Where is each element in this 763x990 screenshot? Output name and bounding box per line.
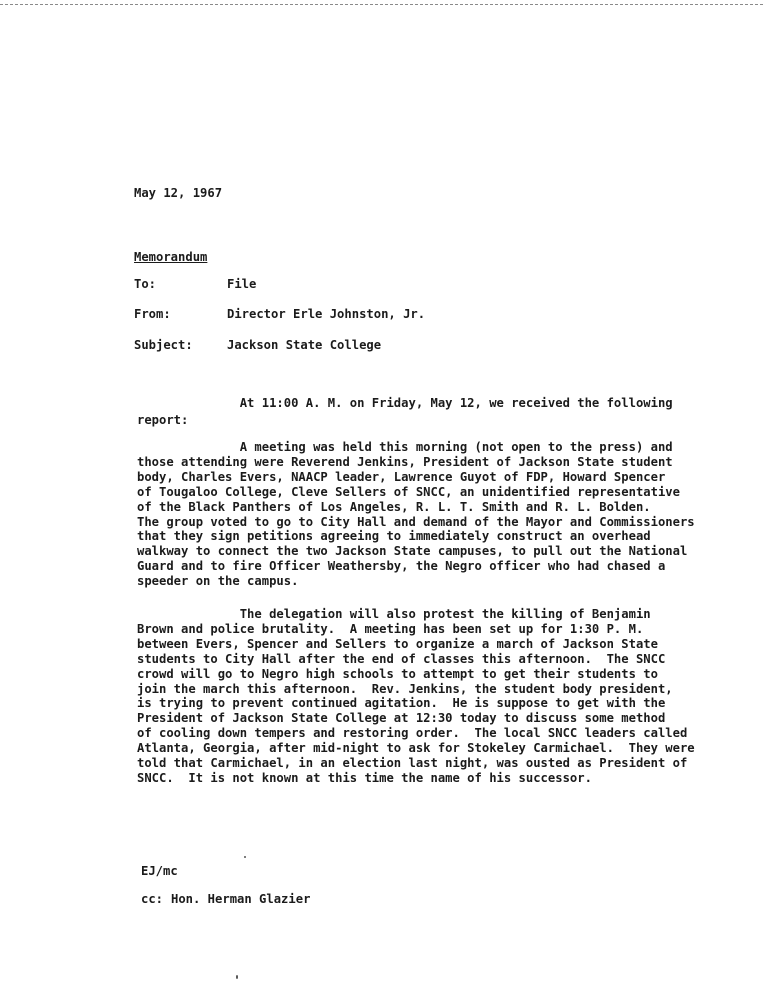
typist-initials: EJ/mc [141, 864, 178, 878]
body-paragraph-1: At 11:00 A. M. on Friday, May 12, we received the following report: [137, 396, 673, 427]
to-label: To: [134, 277, 157, 291]
body-paragraph-3: The delegation will also protest the killing of Benjamin Brown and police brutality. A meeting has been set up for 1:30 P. M. between Evers, Spencer and Sellers to organize a march of Jackson State students to City Hall after the end of classes this afternoon. The SNCC crowd will go to Negro high schools to attempt to get their students to join the march this afternoon. Rev. Jenkins, the student body president, is trying to prevent continued agitation. He is suppose to get with the President of Jackson State College at 12:30 today to discuss some method of cooling down tempers and restoring order. The local SNCC leaders called Atlanta, Georgia, after mid-night to ask for Stokeley Carmichael. They were told that Carmichael, in an election last night, was ousted as President of SNCC. It is not known at this time the name of his successor. [137, 607, 695, 785]
from-value: Director Erle Johnston, Jr. [227, 307, 426, 321]
carbon-copy-line [141, 892, 310, 906]
body-paragraph-2: A meeting was held this morning (not open to the press) and those attending were Reverend Jenkins, President of Jackson State student body, Charles Evers, NAACP leader, Lawrence Guyot of FDP, Howard Spencer of Tougaloo College, Cleve Sellers of SNCC, an unidentified representative of the Black Panthers of Los Angeles, R. L. T. Smith and R. L. Bolden. The group voted to go to City Hall and demand of the Mayor and Commissioners that they sign petitions agreeing to immediately construct an overhead walkway to connect the two Jackson State campuses, to pull out the National Guard and to fire Officer Weathersby, the Negro officer who had chased a speeder on the campus. [137, 440, 695, 589]
to-value: File [227, 277, 257, 291]
subject-label: Subject: [134, 338, 193, 352]
cc-recipient: Hon. Herman Glazier [171, 892, 311, 906]
scan-speck [236, 975, 238, 979]
memo-title: Memorandum [134, 250, 208, 264]
subject-value: Jackson State College [227, 338, 382, 352]
cc-label: cc: [141, 892, 164, 906]
page-top-border [0, 0, 763, 5]
from-label: From: [134, 307, 171, 321]
scan-speck [244, 856, 246, 858]
memo-date: May 12, 1967 [134, 186, 223, 200]
